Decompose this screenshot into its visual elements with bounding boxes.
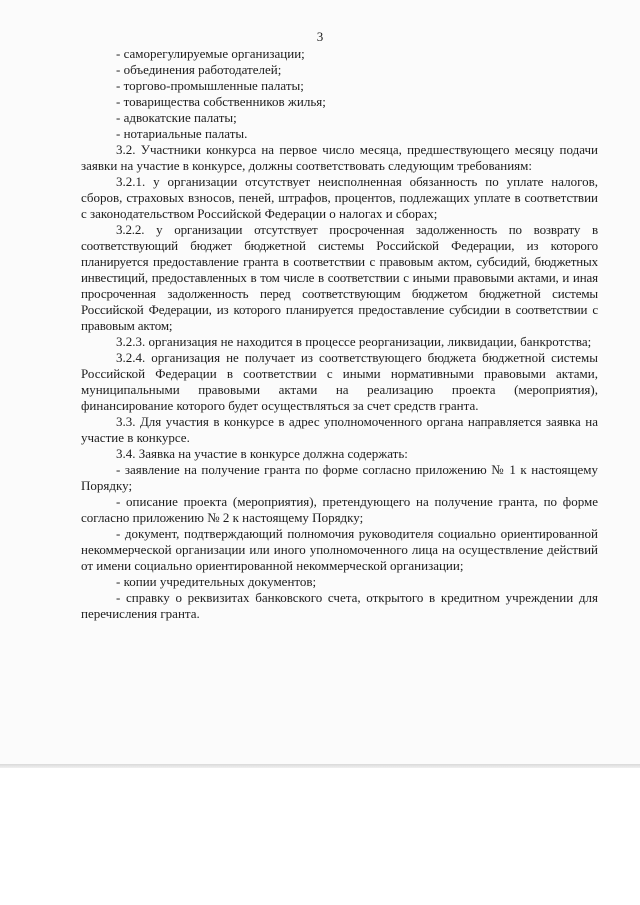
list-item: - адвокатские палаты; <box>116 110 237 125</box>
paragraph-3-2: 3.2. Участники конкурса на первое число месяца, предшествующего месяцу подачи заявки на участие в конкурсе, должны соответствовать следующим требованиям: <box>81 142 598 173</box>
paragraph-3-3: 3.3. Для участия в конкурсе в адрес уполномоченного органа направляется заявка на участие в конкурсе. <box>81 414 598 445</box>
application-item-project-description: - описание проекта (мероприятия), претендующего на получение гранта, по форме согласно приложению № 2 к настоящему Порядку; <box>81 494 598 525</box>
document-body <box>81 46 598 622</box>
list-item: - объединения работодателей; <box>116 62 282 77</box>
page-number: 3 <box>316 29 324 44</box>
application-item-authority-document: - документ, подтверждающий полномочия руководителя социально ориентированной некоммерческой организации или иного уполномоченного лица на осуществление действий от имени социально ориентированной некоммерческой организации; <box>81 526 598 573</box>
application-item-form-1: - заявление на получение гранта по форме согласно приложению № 1 к настоящему Порядку; <box>81 462 598 493</box>
paragraph-3-2-1: 3.2.1. у организации отсутствует неисполненная обязанность по уплате налогов, сборов, страховых взносов, пеней, штрафов, процентов, подлежащих уплате в соответствии с законодательством Российской Федерации о налогах и сборах; <box>81 174 598 221</box>
paragraph-3-4: 3.4. Заявка на участие в конкурсе должна содержать: <box>116 446 408 461</box>
paragraph-3-2-4: 3.2.4. организация не получает из соответствующего бюджета бюджетной системы Российской Федерации в соответствии с иными нормативными правовыми актами, муниципальными правовыми актами на реализацию проекта (мероприятия), финансирование которого будет осуществляться за счет средств гранта. <box>81 350 598 413</box>
list-item: - саморегулируемые организации; <box>116 46 305 61</box>
paragraph-3-2-3: 3.2.3. организация не находится в процессе реорганизации, ликвидации, банкротства; <box>116 334 592 349</box>
scan-page-edge <box>0 764 640 768</box>
paragraph-3-2-2: 3.2.2. у организации отсутствует просроченная задолженность по возврату в соответствующий бюджет бюджетной системы Российской Федерации, из которого планируется предоставление гранта в соответствии с правовым актом, субсидий, бюджетных инвестиций, предоставленных в том числе в соответствии с иными правовыми актами, и иная просроченная задолженность перед соответствующим бюджетом бюджетной системы Российской Федерации, из которого планируется предоставление субсидии в соответствии с правовым актом; <box>81 222 598 333</box>
list-item: - нотариальные палаты. <box>116 126 248 141</box>
application-item-bank-details: - справку о реквизитах банковского счета, открытого в кредитном учреждении для перечисления гранта. <box>81 590 598 621</box>
list-item: - торгово-промышленные палаты; <box>116 78 304 93</box>
list-item: - товарищества собственников жилья; <box>116 94 326 109</box>
application-item-charter-copies: - копии учредительных документов; <box>116 574 317 589</box>
